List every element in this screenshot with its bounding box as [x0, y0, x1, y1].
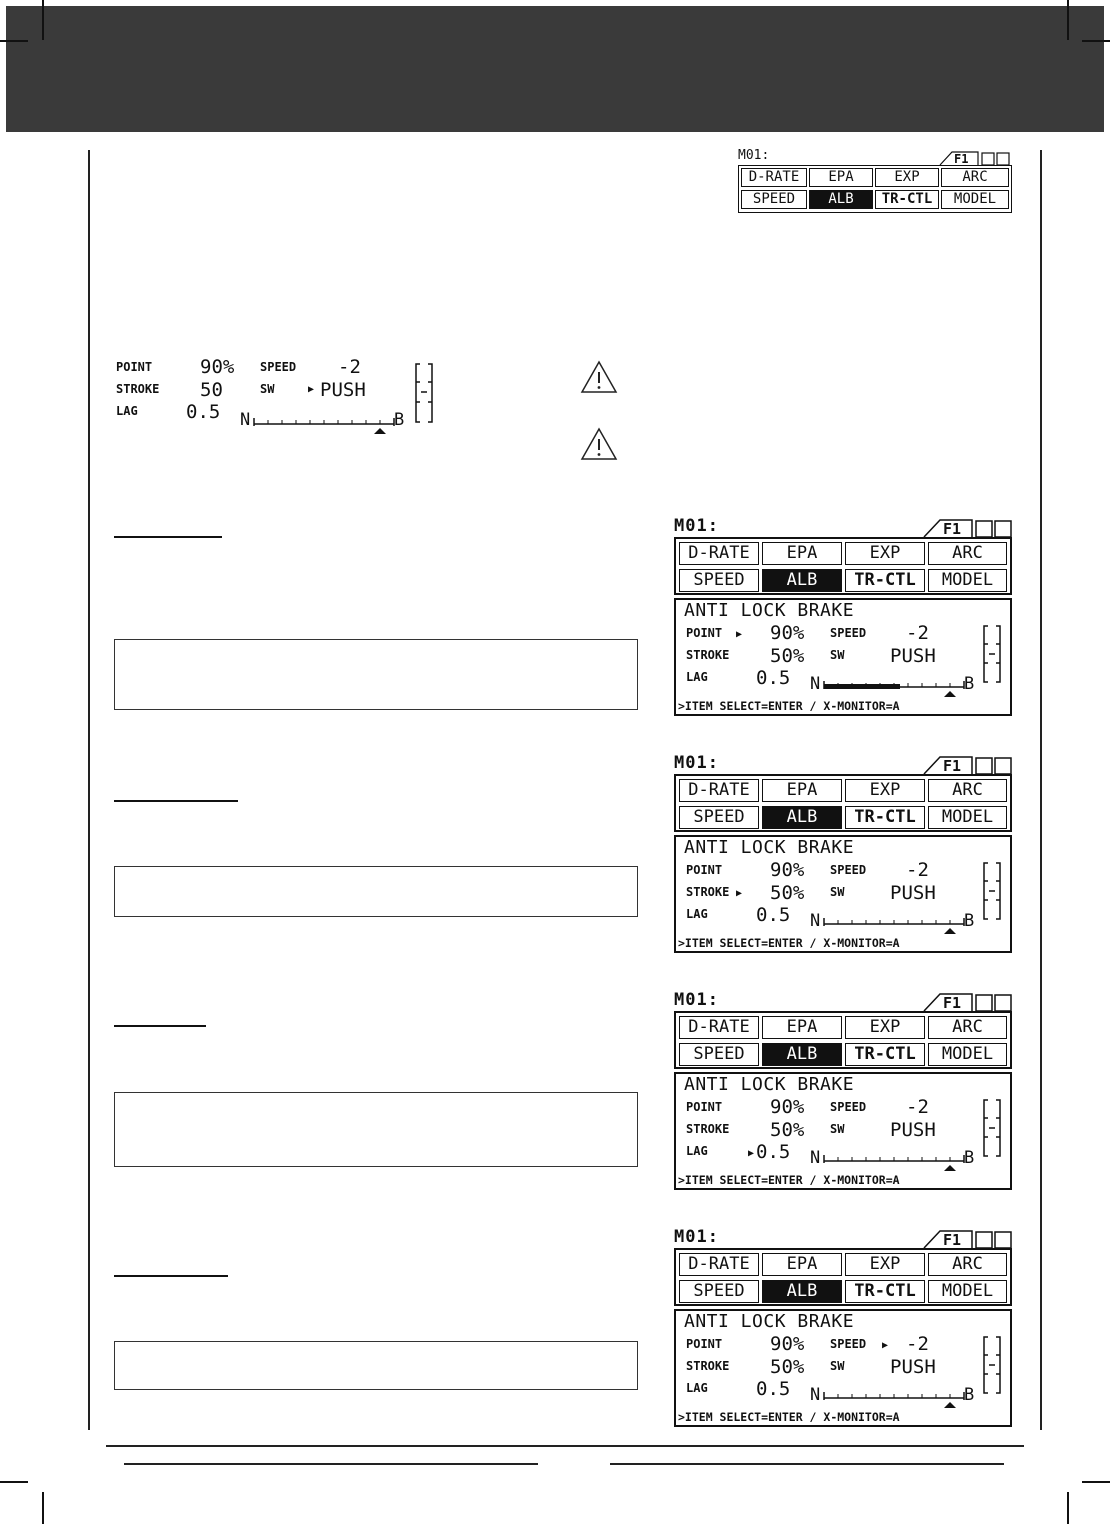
menu-grid — [738, 165, 1012, 213]
point-label: POINT — [686, 626, 723, 640]
cursor-arrow-icon: ▶ — [736, 629, 743, 640]
speed-label: SPEED — [830, 626, 867, 640]
speed-label: SPEED — [830, 1100, 867, 1114]
right-margin-line — [1040, 150, 1042, 1430]
screen-title: ANTI LOCK BRAKE — [684, 1074, 855, 1095]
point-value[interactable]: 90% — [770, 622, 805, 644]
point-value[interactable]: 90% — [770, 1096, 805, 1118]
note-box — [114, 1341, 638, 1390]
menu-tab-epa[interactable]: EPA — [762, 1016, 842, 1039]
page-header-bar — [6, 6, 1104, 132]
crop-mark — [1067, 1492, 1069, 1524]
cursor-arrow-icon: ▶ — [736, 888, 743, 899]
menu-tab-arc[interactable]: ARC — [928, 1253, 1007, 1276]
menu-tab-tr-ctl[interactable]: TR-CTL — [845, 806, 925, 829]
function-tab — [922, 518, 1014, 538]
lag-label: LAG — [686, 907, 708, 921]
crop-mark — [0, 40, 28, 42]
model-id: M01: — [674, 1227, 719, 1247]
speed-value[interactable]: -2 — [906, 1096, 929, 1118]
menu-tab-alb[interactable]: ALB — [762, 806, 842, 829]
point-label: POINT — [686, 863, 723, 877]
menu-tab-model[interactable]: MODEL — [928, 1280, 1007, 1303]
menu-tab-arc[interactable]: ARC — [928, 542, 1007, 565]
point-marker-icon — [944, 1402, 956, 1408]
menu-tab-alb[interactable]: ALB — [762, 1043, 842, 1066]
section-heading-underline — [114, 1275, 228, 1277]
note-box — [114, 1092, 638, 1167]
point-marker-icon — [944, 691, 956, 697]
menu-grid — [674, 1011, 1012, 1069]
n-label: N — [810, 674, 821, 694]
preview-point-value: 90% — [200, 356, 235, 378]
alb-settings-panel — [674, 835, 1012, 953]
crop-mark — [42, 1492, 44, 1524]
menu-tab-d-rate[interactable]: D-RATE — [679, 1253, 759, 1276]
speed-label: SPEED — [830, 863, 867, 877]
note-box — [114, 639, 638, 710]
menu-tab-speed[interactable]: SPEED — [679, 569, 759, 592]
brake-scale — [822, 915, 966, 935]
level-bars — [982, 624, 1002, 684]
sw-value[interactable]: PUSH — [890, 882, 936, 904]
note-box — [114, 866, 638, 917]
stroke-label: STROKE — [686, 648, 730, 662]
screen-footer-hint: >ITEM SELECT=ENTER / X-MONITOR=A — [678, 936, 900, 950]
level-bars — [982, 1335, 1002, 1395]
menu-tab-exp[interactable]: EXP — [845, 542, 925, 565]
cursor-arrow-icon: ▶ — [748, 1148, 755, 1159]
menu-tab-tr-ctl[interactable]: TR-CTL — [845, 569, 925, 592]
preview-stroke-value: 50 — [200, 379, 223, 401]
sw-value[interactable]: PUSH — [890, 1119, 936, 1141]
point-value[interactable]: 90% — [770, 859, 805, 881]
function-tab-label: F1 — [943, 757, 962, 775]
menu-tab-arc[interactable]: ARC — [928, 779, 1007, 802]
menu-tab-alb[interactable]: ALB — [762, 569, 842, 592]
sw-label: SW — [830, 648, 845, 662]
preview-sw-label: SW — [260, 382, 275, 396]
function-tab — [922, 992, 1014, 1012]
sw-value[interactable]: PUSH — [890, 1356, 936, 1378]
crop-mark — [42, 0, 44, 40]
cursor-arrow-icon: ▶ — [308, 384, 315, 395]
function-tab — [922, 755, 1014, 775]
alb-settings-panel — [674, 1309, 1012, 1427]
menu-tab-model[interactable]: MODEL — [928, 806, 1007, 829]
b-label: B — [964, 911, 975, 931]
menu-tab-d-rate[interactable]: D-RATE — [679, 779, 759, 802]
menu-tab-speed[interactable]: SPEED — [741, 190, 807, 209]
warning-icon — [580, 360, 618, 394]
stroke-value[interactable]: 50% — [770, 882, 805, 904]
menu-grid — [674, 537, 1012, 595]
function-tab-label: F1 — [943, 520, 962, 538]
section-heading-underline — [114, 536, 222, 538]
crop-mark — [1082, 40, 1110, 42]
point-label: POINT — [686, 1337, 723, 1351]
point-marker-icon — [944, 1165, 956, 1171]
brake-scale — [822, 1152, 966, 1172]
menu-tab-tr-ctl[interactable]: TR-CTL — [845, 1280, 925, 1303]
section-heading-underline — [114, 1025, 206, 1027]
menu-tab-exp[interactable]: EXP — [845, 1253, 925, 1276]
preview-b-label: B — [394, 410, 405, 430]
level-bars — [982, 1098, 1002, 1158]
n-label: N — [810, 1148, 821, 1168]
crop-mark — [1067, 0, 1069, 40]
lag-label: LAG — [686, 670, 708, 684]
stroke-value[interactable]: 50% — [770, 1356, 805, 1378]
function-tab — [938, 150, 1012, 166]
function-tab — [922, 1229, 1014, 1249]
lag-value[interactable]: 0.5 — [756, 667, 791, 689]
menu-tab-epa[interactable]: EPA — [762, 1253, 842, 1276]
lag-value[interactable]: 0.5 — [756, 1141, 791, 1163]
model-id: M01: — [674, 516, 719, 536]
stroke-label: STROKE — [686, 885, 730, 899]
menu-tab-model[interactable]: MODEL — [941, 190, 1009, 209]
screen-title: ANTI LOCK BRAKE — [684, 600, 855, 621]
menu-tab-epa[interactable]: EPA — [762, 779, 842, 802]
alb-preview-readout — [116, 358, 446, 438]
function-tab-label: F1 — [954, 152, 969, 166]
preview-point-label: POINT — [116, 360, 153, 374]
menu-tab-speed[interactable]: SPEED — [679, 1280, 759, 1303]
menu-screen-mini — [738, 148, 1012, 214]
screen-title: ANTI LOCK BRAKE — [684, 837, 855, 858]
preview-stroke-label: STROKE — [116, 382, 160, 396]
alb-settings-panel — [674, 1072, 1012, 1190]
sw-label: SW — [830, 1359, 845, 1373]
lag-label: LAG — [686, 1381, 708, 1395]
stroke-label: STROKE — [686, 1359, 730, 1373]
footer-rule — [106, 1445, 1024, 1447]
n-label: N — [810, 1385, 821, 1405]
menu-tab-d-rate[interactable]: D-RATE — [741, 168, 807, 187]
lag-label: LAG — [686, 1144, 708, 1158]
menu-tab-speed[interactable]: SPEED — [679, 1043, 759, 1066]
menu-tab-tr-ctl[interactable]: TR-CTL — [845, 1043, 925, 1066]
preview-speed-value: -2 — [338, 356, 361, 378]
footer-rule-right — [610, 1463, 1004, 1465]
preview-lag-label: LAG — [116, 404, 138, 418]
preview-level-bars — [414, 362, 434, 424]
menu-tab-epa[interactable]: EPA — [762, 542, 842, 565]
preview-sw-value: PUSH — [320, 379, 366, 401]
model-id: M01: — [738, 148, 770, 163]
preview-brake-scale — [252, 414, 396, 436]
menu-tab-speed[interactable]: SPEED — [679, 806, 759, 829]
point-value[interactable]: 90% — [770, 1333, 805, 1355]
left-margin-line — [88, 150, 90, 1430]
function-tab-label: F1 — [943, 994, 962, 1012]
speed-value[interactable]: -2 — [906, 859, 929, 881]
menu-grid — [674, 774, 1012, 832]
menu-tab-exp[interactable]: EXP — [875, 168, 939, 187]
b-label: B — [964, 1148, 975, 1168]
menu-tab-exp[interactable]: EXP — [845, 779, 925, 802]
crop-mark — [0, 1481, 28, 1483]
screen-title: ANTI LOCK BRAKE — [684, 1311, 855, 1332]
point-label: POINT — [686, 1100, 723, 1114]
cursor-arrow-icon: ▶ — [882, 1340, 889, 1351]
menu-tab-exp[interactable]: EXP — [845, 1016, 925, 1039]
screen-footer-hint: >ITEM SELECT=ENTER / X-MONITOR=A — [678, 1410, 900, 1424]
function-tab-label: F1 — [943, 1231, 962, 1249]
warning-icon — [580, 427, 618, 461]
menu-grid — [674, 1248, 1012, 1306]
stroke-value[interactable]: 50% — [770, 1119, 805, 1141]
footer-rule-left — [124, 1463, 538, 1465]
menu-tab-model[interactable]: MODEL — [928, 1043, 1007, 1066]
screen-footer-hint: >ITEM SELECT=ENTER / X-MONITOR=A — [678, 699, 900, 713]
point-marker-icon — [374, 428, 386, 434]
menu-tab-epa[interactable]: EPA — [809, 168, 873, 187]
point-marker-icon — [944, 928, 956, 934]
stroke-label: STROKE — [686, 1122, 730, 1136]
level-bars — [982, 861, 1002, 921]
preview-n-label: N — [240, 410, 251, 430]
lag-value[interactable]: 0.5 — [756, 1378, 791, 1400]
menu-tab-arc[interactable]: ARC — [928, 1016, 1007, 1039]
sw-label: SW — [830, 1122, 845, 1136]
menu-tab-arc[interactable]: ARC — [941, 168, 1009, 187]
b-label: B — [964, 674, 975, 694]
model-id: M01: — [674, 990, 719, 1010]
brake-scale — [822, 1389, 966, 1409]
screen-footer-hint: >ITEM SELECT=ENTER / X-MONITOR=A — [678, 1173, 900, 1187]
menu-tab-tr-ctl[interactable]: TR-CTL — [875, 190, 939, 209]
menu-tab-model[interactable]: MODEL — [928, 569, 1007, 592]
speed-value[interactable]: -2 — [906, 1333, 929, 1355]
lag-value[interactable]: 0.5 — [756, 904, 791, 926]
sw-label: SW — [830, 885, 845, 899]
sw-value[interactable]: PUSH — [890, 645, 936, 667]
menu-tab-alb[interactable]: ALB — [762, 1280, 842, 1303]
brake-scale — [822, 678, 966, 698]
section-heading-underline — [114, 800, 238, 802]
stroke-value[interactable]: 50% — [770, 645, 805, 667]
preview-lag-value: 0.5 — [186, 401, 221, 423]
menu-tab-alb[interactable]: ALB — [809, 190, 873, 209]
preview-speed-label: SPEED — [260, 360, 297, 374]
alb-settings-panel — [674, 598, 1012, 716]
n-label: N — [810, 911, 821, 931]
speed-label: SPEED — [830, 1337, 867, 1351]
b-label: B — [964, 1385, 975, 1405]
menu-tab-d-rate[interactable]: D-RATE — [679, 542, 759, 565]
speed-value[interactable]: -2 — [906, 622, 929, 644]
model-id: M01: — [674, 753, 719, 773]
menu-tab-d-rate[interactable]: D-RATE — [679, 1016, 759, 1039]
crop-mark — [1082, 1481, 1110, 1483]
